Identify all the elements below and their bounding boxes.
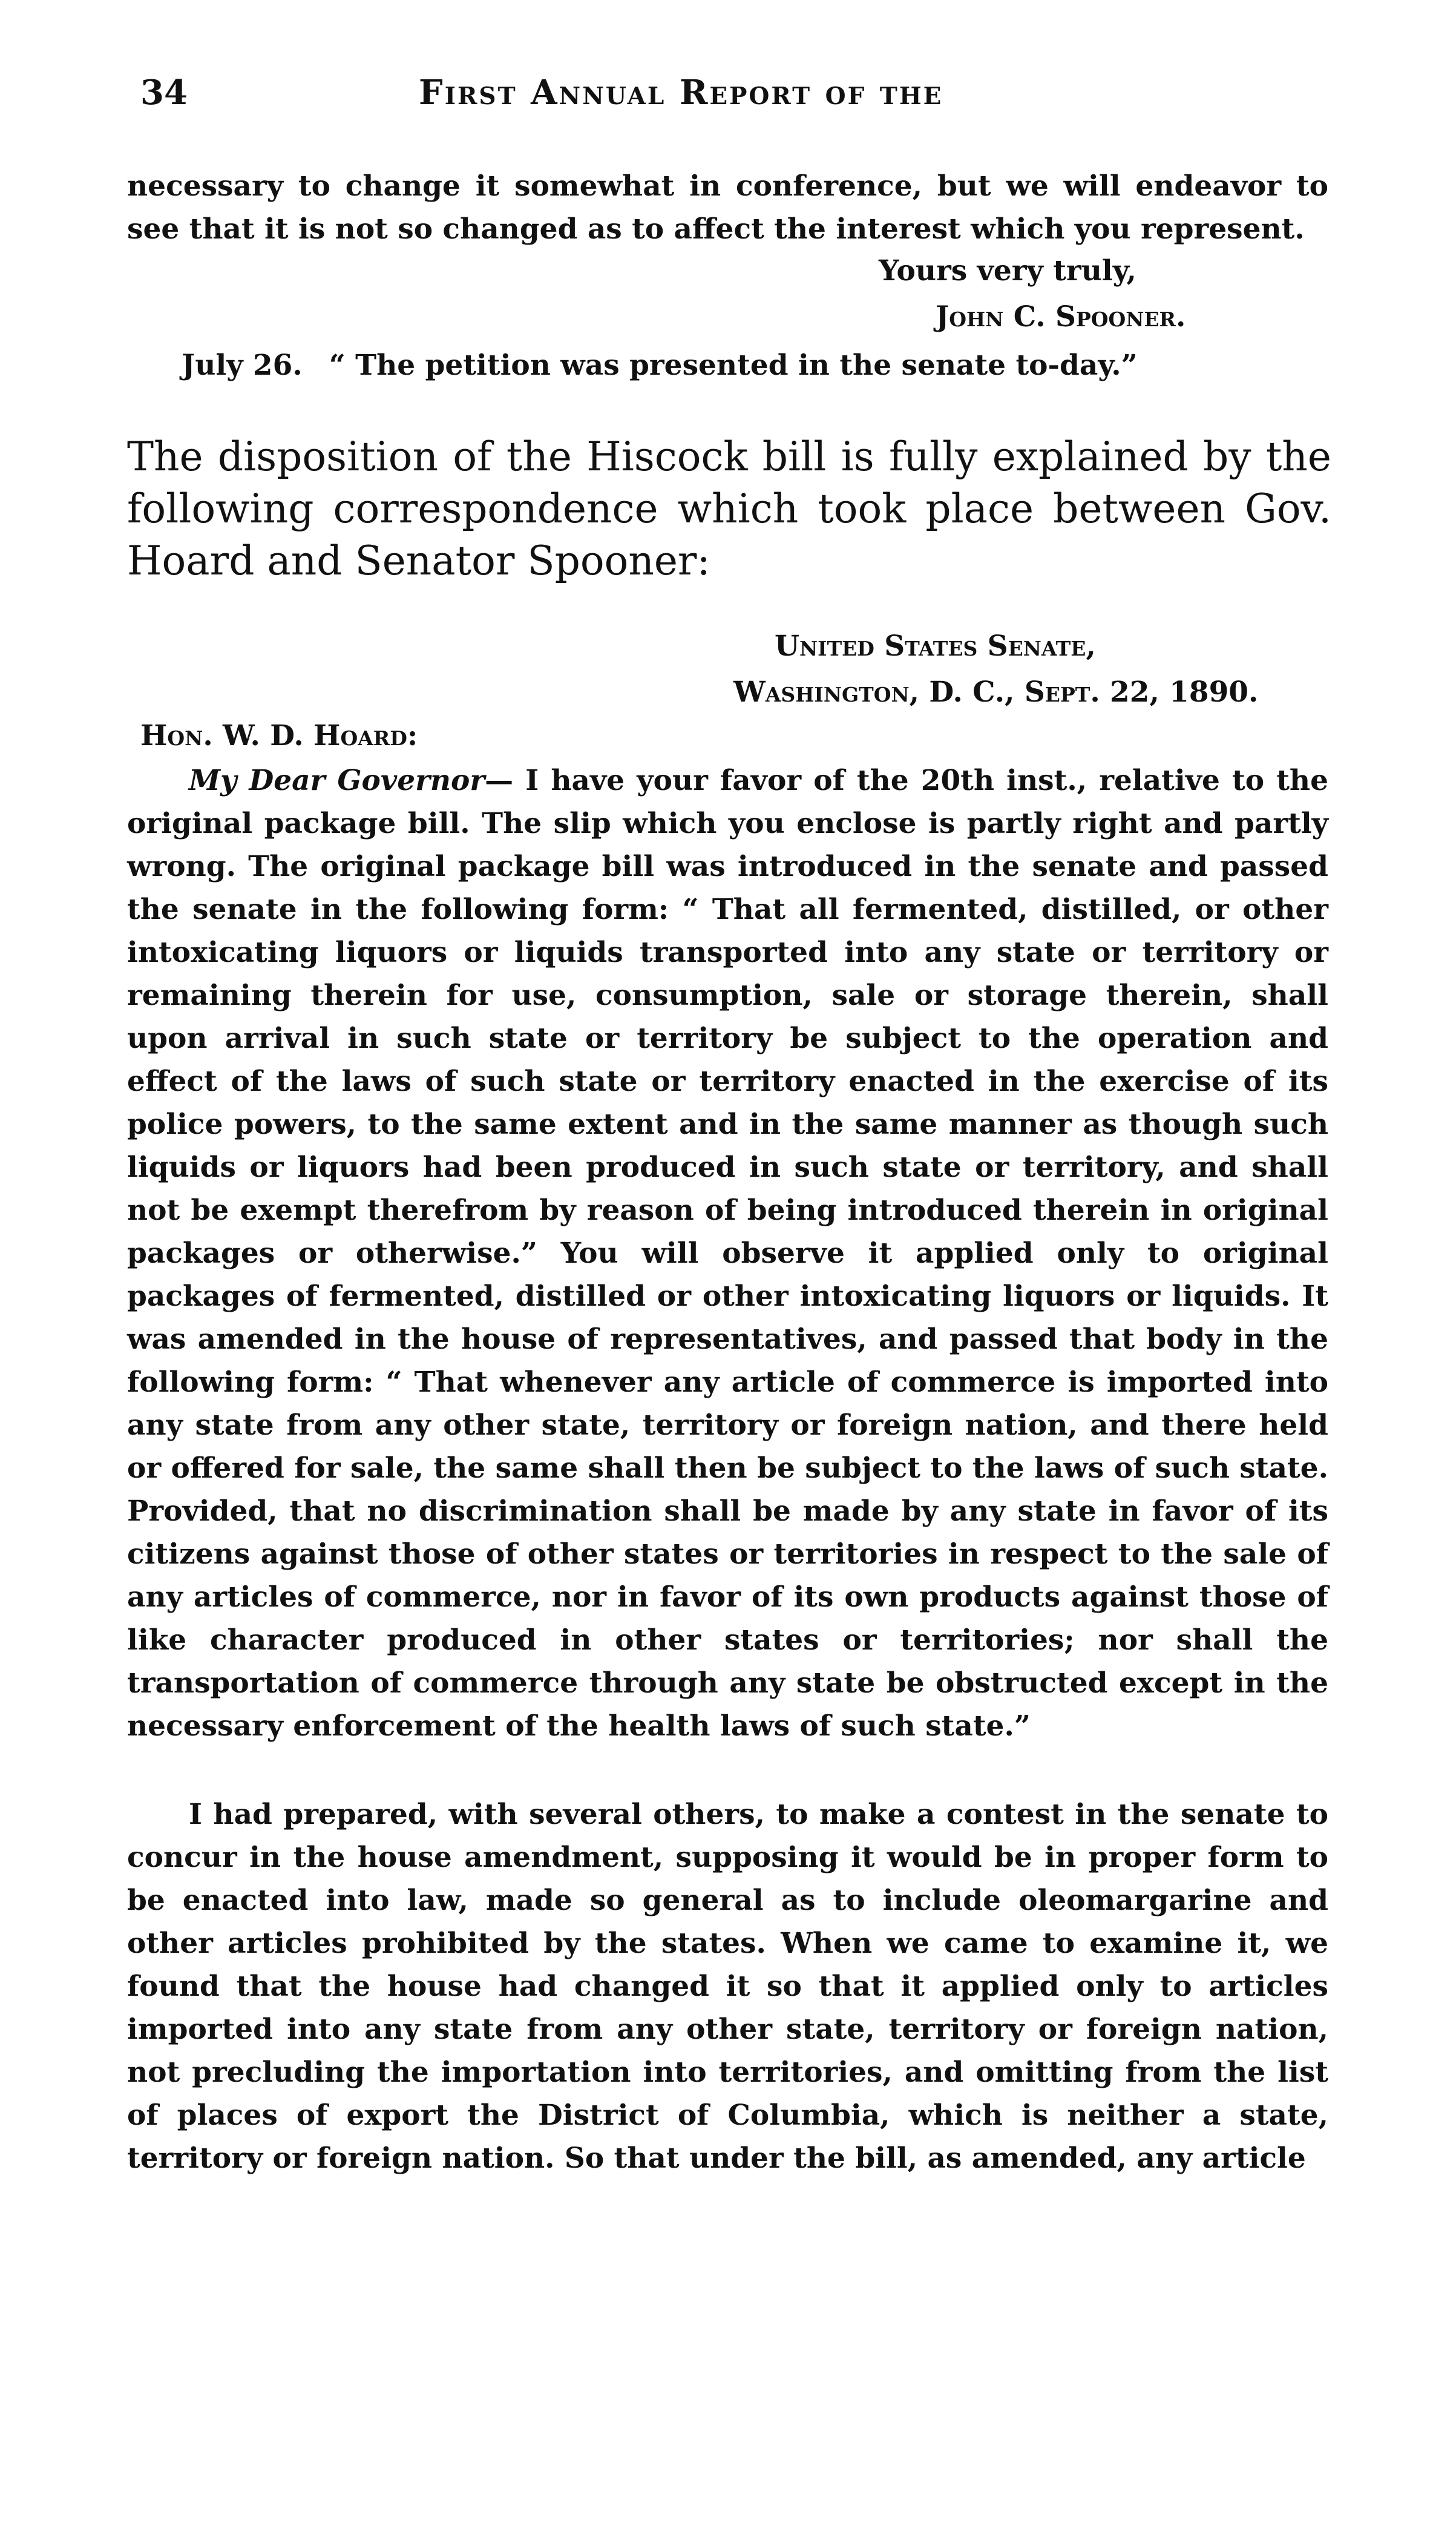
paragraph-1-text: — I have your favor of the 20th inst., relative to the original package bill. The slip which you enclose is partly right and partly wrong. The original package bill was introduced in the senate and passed the senate in the following form: “ That all fermented, distilled, or other intoxicating liquors or liquids transported into any state or territory or remaining therein for use, consumption, sale or storage therein, shall upon arrival in such state or territory be subject to the operation and effect of the laws of such state or territory enacted in the exercise of its police powers, to the same extent and in the same manner as though such liquids or liquors had been produced in such state or territory, and shall not be exempt therefrom by reason of being introduced therein in original packages or otherwise.” You will observe it applied only to original packages of fermented, distilled or other intoxicating liquors or liquids. It was amended in the house of representatives, and passed that body in the following form: “ That whenever any article of commerce is imported into any state from any other state, territory or foreign nation, and there held or offered for sale, the same shall then be subject to the laws of such state. Provided, that no discrimination shall be made by any state in favor of its citizens against those of other states or territories in respect to the sale of any articles of commerce, nor in favor of its own products against those of like character produced in other states or territories; nor shall the transportation of commerce through any state be obstructed except in the necessary enforcement of the health laws of such state.”: [127, 764, 1328, 1743]
postscript-date: July 26.: [182, 349, 303, 382]
postscript-text: “ The petition was presented in the senate to-day.”: [329, 349, 1138, 382]
page-header: [140, 73, 1339, 133]
letter-body-paragraph-1: [127, 759, 1328, 1748]
letter-recipient: Hon. W. D. Hoard:: [140, 719, 418, 752]
running-title: First Annual Report of the: [419, 73, 943, 113]
letter-closing: Yours very truly,: [879, 254, 1136, 288]
letter-place-date: Washington, D. C., Sept. 22, 1890.: [733, 676, 1259, 709]
intro-paragraph: The disposition of the Hiscock bill is fully explained by the following correspondence which took place between Gov. Hoard and Senator Spooner:: [127, 433, 1331, 584]
letter-signature: John C. Spooner.: [936, 300, 1186, 334]
salutation: My Dear Governor: [189, 764, 485, 797]
page-number: 34: [140, 73, 188, 113]
letter-body-paragraph-2: I had prepared, with several others, to make a contest in the senate to concur in the house amendment, supposing it would be in proper form to be enacted into law, made so general as to include oleomargarine and other articles prohibited by the states. When we came to examine it, we found that the house had changed it so that it applied only to articles imported into any state from any other state, territory or foreign nation, not precluding the importation into territories, and omitting from the list of places of export the District of Columbia, which is neither a state, territory or foreign nation. So that under the bill, as amended, any article: [127, 1798, 1328, 2175]
letter-sender: United States Senate,: [775, 630, 1096, 663]
postscript: [182, 349, 1138, 382]
letter-continuation: necessary to change it somewhat in conference, but we will endeavor to see that it is not so changed as to affect the interest which you represent.: [127, 169, 1328, 246]
